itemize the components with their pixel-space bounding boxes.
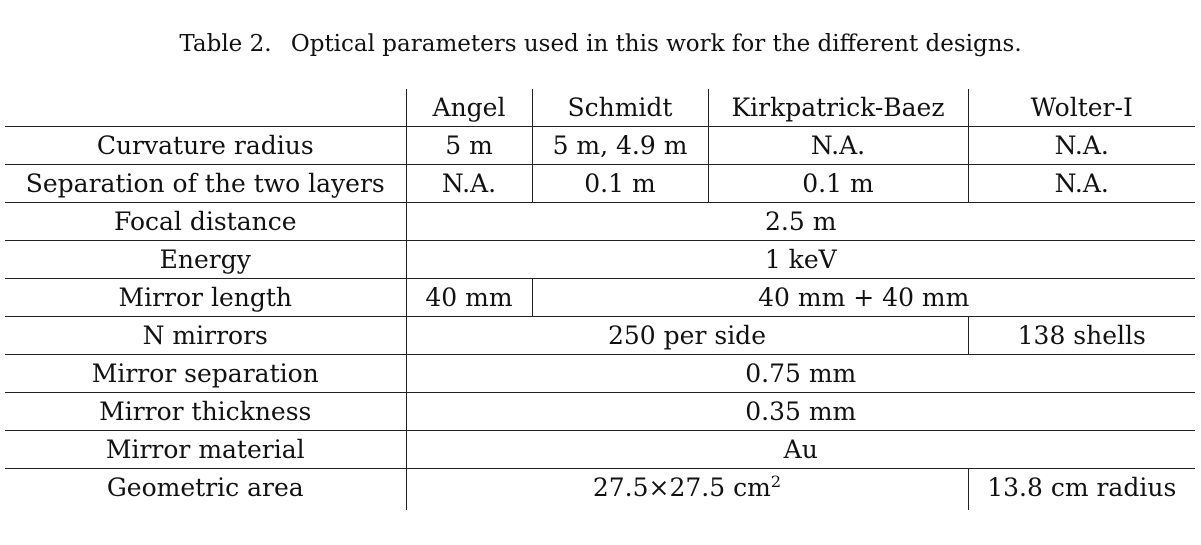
table-row bbox=[5, 203, 1195, 241]
cell-n-mirrors-angel-schmidt-kb: 250 per side bbox=[406, 317, 968, 355]
table-row bbox=[5, 165, 1195, 203]
table-row bbox=[5, 393, 1195, 431]
cell-mirror-thickness-all: 0.35 mm bbox=[406, 393, 1195, 431]
cell-geometric-area-wolter: 13.8 cm radius bbox=[968, 469, 1195, 511]
row-label-mirror-length: Mirror length bbox=[5, 279, 406, 317]
table-row bbox=[5, 317, 1195, 355]
table-header-row bbox=[5, 89, 1195, 127]
table-row bbox=[5, 127, 1195, 165]
row-label-n-mirrors: N mirrors bbox=[5, 317, 406, 355]
cell-n-mirrors-wolter: 138 shells bbox=[968, 317, 1195, 355]
cell-layer-separation-angel: N.A. bbox=[406, 165, 532, 203]
optical-parameters-table bbox=[5, 89, 1195, 510]
cell-geometric-area-angel-schmidt-kb bbox=[406, 469, 968, 511]
cell-mirror-length-others: 40 mm + 40 mm bbox=[532, 279, 1195, 317]
header-kirkpatrick-baez: Kirkpatrick-Baez bbox=[708, 89, 968, 127]
row-label-focal-distance: Focal distance bbox=[5, 203, 406, 241]
header-schmidt: Schmidt bbox=[532, 89, 708, 127]
table-row bbox=[5, 469, 1195, 511]
table-caption bbox=[0, 28, 1201, 60]
cell-curvature-kb: N.A. bbox=[708, 127, 968, 165]
geometric-area-base: 27.5×27.5 cm bbox=[592, 472, 771, 502]
cell-energy-all: 1 keV bbox=[406, 241, 1195, 279]
row-label-curvature-radius: Curvature radius bbox=[5, 127, 406, 165]
row-label-mirror-material: Mirror material bbox=[5, 431, 406, 469]
table-row bbox=[5, 431, 1195, 469]
cell-mirror-separation-all: 0.75 mm bbox=[406, 355, 1195, 393]
header-angel: Angel bbox=[406, 89, 532, 127]
table-row bbox=[5, 279, 1195, 317]
cell-layer-separation-schmidt: 0.1 m bbox=[532, 165, 708, 203]
header-wolter-i: Wolter-I bbox=[968, 89, 1195, 127]
row-label-geometric-area: Geometric area bbox=[5, 469, 406, 511]
table-caption-text: Optical parameters used in this work for the different designs. bbox=[290, 31, 1022, 57]
cell-curvature-schmidt: 5 m, 4.9 m bbox=[532, 127, 708, 165]
table-row bbox=[5, 355, 1195, 393]
table-row bbox=[5, 241, 1195, 279]
cell-curvature-wolter: N.A. bbox=[968, 127, 1195, 165]
header-empty bbox=[5, 89, 406, 127]
cell-focal-distance-all: 2.5 m bbox=[406, 203, 1195, 241]
cell-curvature-angel: 5 m bbox=[406, 127, 532, 165]
row-label-mirror-thickness: Mirror thickness bbox=[5, 393, 406, 431]
geometric-area-exponent: 2 bbox=[770, 471, 782, 491]
cell-layer-separation-wolter: N.A. bbox=[968, 165, 1195, 203]
row-label-layer-separation: Separation of the two layers bbox=[5, 165, 406, 203]
cell-mirror-material-all: Au bbox=[406, 431, 1195, 469]
row-label-mirror-separation: Mirror separation bbox=[5, 355, 406, 393]
row-label-energy: Energy bbox=[5, 241, 406, 279]
cell-layer-separation-kb: 0.1 m bbox=[708, 165, 968, 203]
table-caption-label: Table 2. bbox=[179, 31, 272, 57]
cell-mirror-length-angel: 40 mm bbox=[406, 279, 532, 317]
